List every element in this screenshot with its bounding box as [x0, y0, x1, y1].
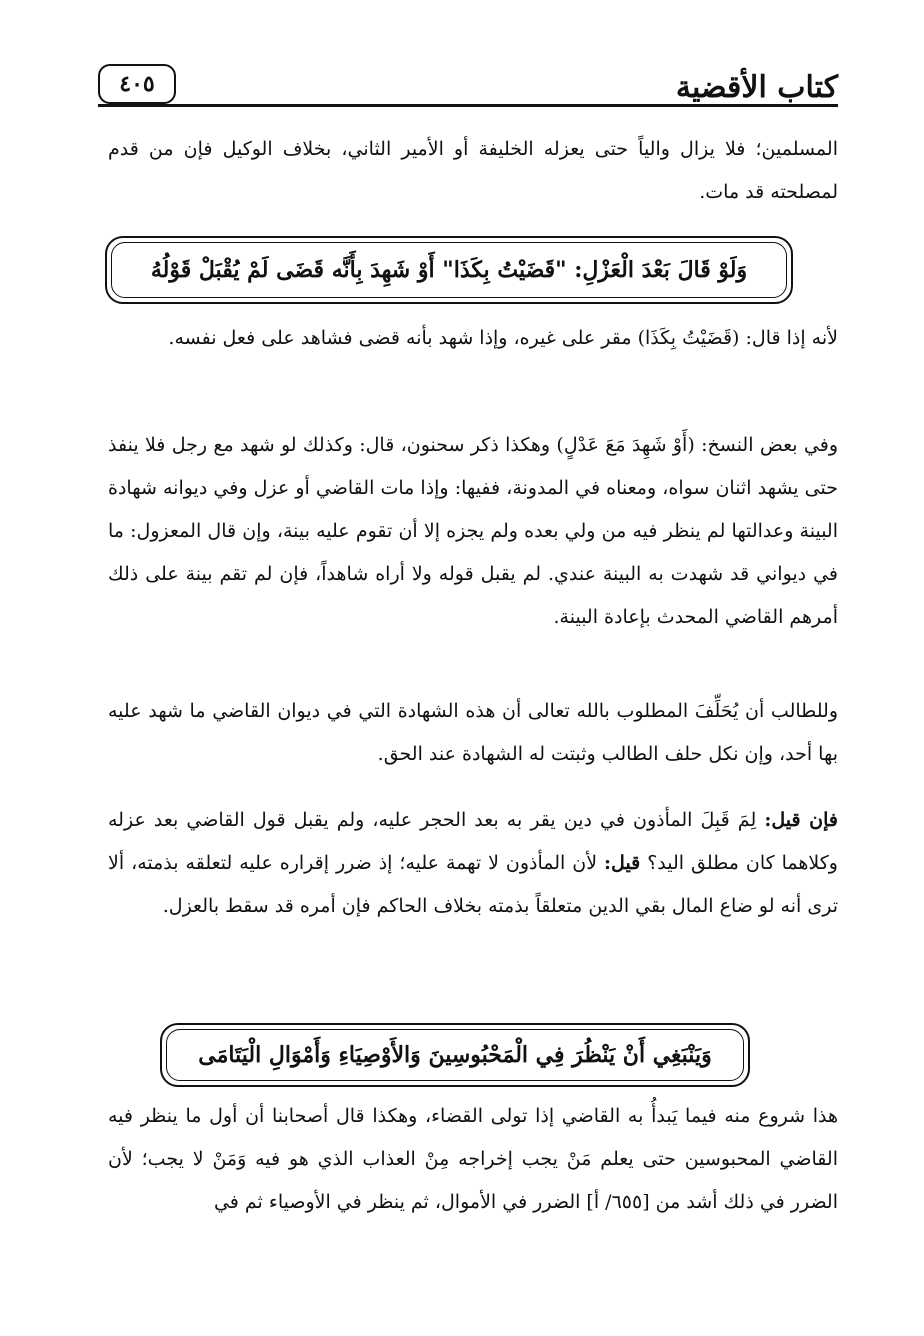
reply-label: قيل: [604, 852, 641, 874]
paragraph-1: المسلمين؛ فلا يزال والياً حتى يعزله الخليفة أو الأمير الثاني، بخلاف الوكيل فإن من قدم لمصلحته قد مات. [108, 138, 838, 203]
header-rule [98, 104, 838, 107]
section-heading-2-text: وَيَنْبَغِي أَنْ يَنْظُرَ فِي الْمَحْبُوسِينَ وَالأَوْصِيَاءِ وَأَمْوَالِ الْيَتَامَى [198, 1042, 712, 1068]
section-heading-2 [160, 1023, 750, 1087]
objection-text: لِمَ قَبِلَ المأذون في دين يقر به بعد الحجر عليه، ولم يقبل قول القاضي بعد عزله وكلاهما كان مطلق اليد؟ [108, 809, 838, 874]
paragraph-5 [108, 799, 838, 928]
page-number-box [98, 64, 176, 104]
paragraph-3: وفي بعض النسخ: (أَوْ شَهِدَ مَعَ عَدْلٍ) وهكذا ذكر سحنون، قال: وكذلك لو شهد مع رجل فلا ينفذ حتى يشهد اثنان سواه، ومعناه في المدونة، ففيها: وإذا مات القاضي أو عزل وفي ديوانه شهادة البينة وعدالتها لم ينظر فيه من ولي بعده ولم يجزه إلا أن تقوم عليه بينة، وإن قال المعزول: ما في ديواني قد شهدت به البينة عندي. لم يقبل قوله ولا أراه شاهداً، فإن لم تقم بينة على ذلك أمرهم القاضي المحدث بإعادة البينة. [108, 434, 838, 628]
paragraph-4: وللطالب أن يُحَلِّفَ المطلوب بالله تعالى أن هذه الشهادة التي في ديوان القاضي ما شهد عليه بها أحد، وإن نكل حلف الطالب وثبتت له الشهادة عند الحق. [108, 700, 838, 765]
section-heading-1-text: وَلَوْ قَالَ بَعْدَ الْعَزْلِ: "قَضَيْتُ بِكَذَا" أَوْ شَهِدَ بِأَنَّه قَضَى لَمْ يُقْبَلْ قَوْلُهُ [150, 257, 748, 283]
paragraph-2: لأنه إذا قال: (قَضَيْتُ بِكَذَا) مقر على غيره، وإذا شهد بأنه قضى فشاهد على فعل نفسه. [168, 327, 838, 349]
reply-text: لأن المأذون لا تهمة عليه؛ إذ ضرر إقراره عليه لتعلقه بذمته، ألا ترى أنه لو ضاع المال بقي الدين متعلقاً بذمته بخلاف الحاكم فإن أمره قد سقط بالعزل. [108, 852, 838, 917]
page-number: ٤٠٥ [119, 71, 155, 97]
paragraph-6: هذا شروع منه فيما يَبدأُ به القاضي إذا تولى القضاء، وهكذا قال أصحابنا أن أول ما ينظر فيه القاضي المحبوسين حتى يعلم مَنْ يجب إخراجه مِنْ العذاب الذي هو فيه وَمَنْ لا يجب؛ لأن الضرر في ذلك أشد من [٦٥٥/ أ] الضرر في الأموال، ثم ينظر في الأوصياء ثم في [108, 1105, 838, 1213]
running-title: كتاب الأقضية [675, 70, 838, 105]
section-heading-1 [105, 236, 793, 304]
objection-label: فإن قيل: [764, 809, 838, 831]
